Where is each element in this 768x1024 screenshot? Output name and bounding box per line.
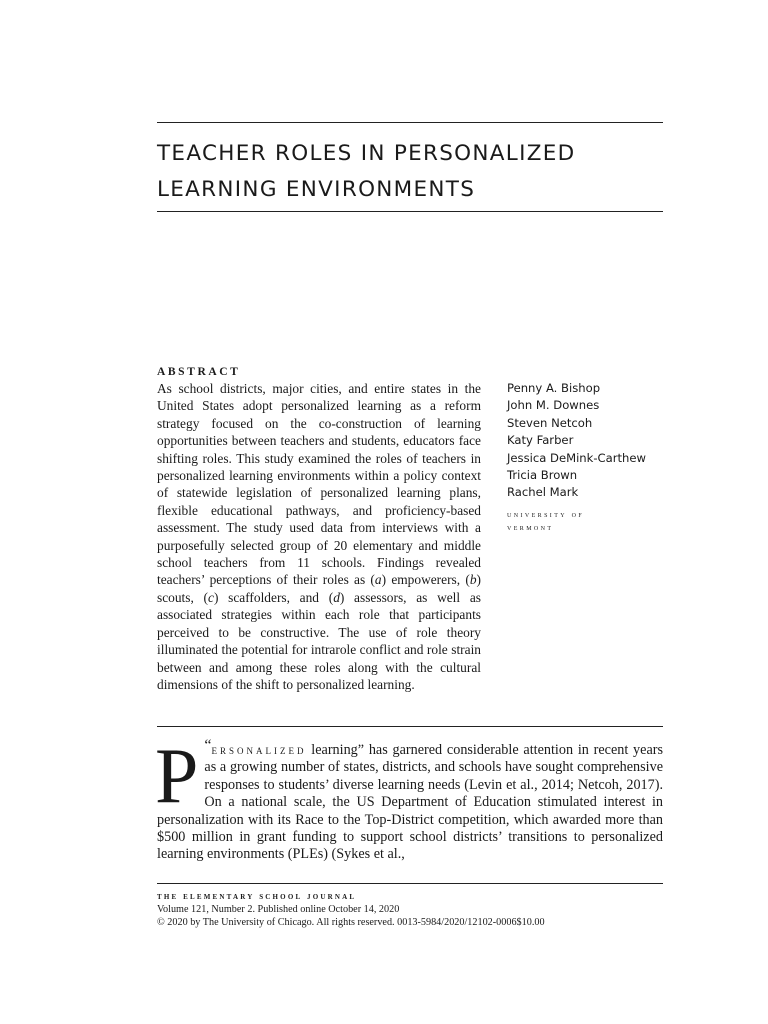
abstract-role-d: d	[333, 589, 340, 605]
author-name: Jessica DeMink-Carthew	[507, 450, 647, 465]
author-name: Penny A. Bishop	[507, 381, 601, 395]
title-line-2: LEARNING ENVIRONMENTS	[157, 177, 476, 202]
abstract-heading: ABSTRACT	[157, 366, 241, 378]
journal-name: the elementary school journal	[157, 891, 357, 902]
body-text: learning” has garnered considerable attention in recent years as a growing number of states, districts, and schools have sought comprehensive responses to students’ diverse learning needs (Levin et al., 2014; Netcoh, 2017). On a national scale, the US Department of Education stimulated interest in personalization with its Race to the Top-District competition, which awarded more than $500 million in grant funding to support school districts’ transitions to personalized learning environments (PLEs) (Sykes et al.,	[157, 742, 663, 863]
author-name: Katy Farber	[507, 433, 574, 448]
author-name: John M. Downes	[507, 398, 600, 413]
top-rule	[157, 122, 663, 123]
author-list	[507, 380, 667, 502]
volume-line: Volume 121, Number 2. Published online October 14, 2020	[157, 903, 400, 915]
author-name: Steven Netcoh	[507, 415, 593, 430]
abstract-text-part-3: ) scouts, (	[157, 572, 481, 605]
title-line-1: TEACHER ROLES IN PERSONALIZED	[157, 141, 576, 166]
body-paragraph	[155, 732, 663, 864]
abstract-text-part-4: ) scaffolders, and (	[213, 589, 334, 605]
affiliation-line-1: university of	[507, 509, 585, 519]
lead-in-small-caps: ersonalized	[211, 742, 307, 757]
opening-quote: “	[204, 737, 212, 754]
author-affiliation	[507, 508, 647, 534]
abstract-role-c: c	[208, 589, 214, 605]
abstract-role-a: a	[374, 572, 382, 588]
author-name: Rachel Mark	[507, 485, 579, 500]
abstract-role-b: b	[469, 572, 477, 588]
abstract-text	[157, 380, 481, 693]
abstract-bottom-rule	[157, 726, 663, 727]
footer	[157, 891, 663, 929]
abstract-text-part-5: ) assessors, as well as associated strategies within each role that participants perceived to be constructive. The use of role theory illuminated the potential for intrarole conflict and role strain between and among these roles along with the cultural dimensions of the shift to personalized learning.	[157, 589, 481, 692]
title-bottom-rule	[157, 211, 663, 212]
abstract-text-part-2: ) empowerers, (	[381, 572, 470, 588]
affiliation-line-2: vermont	[507, 522, 554, 532]
author-name: Tricia Brown	[507, 468, 578, 483]
abstract-text-part-1: As school districts, major cities, and entire states in the United States adopt personalized learning as a reform strategy focused on the co-construction of learning opportunities between teachers and students, educators face shifting roles. This study examined the roles of teachers in personalized learning environments within a policy context of statewide legislation of personalized learning plans, flexible educational pathways, and proficiency-based assessment. The study used data from interviews with a purposefully selected group of 20 elementary and middle school teachers from 11 schools. Findings revealed teachers’ perceptions of their roles as (	[157, 381, 481, 588]
footer-rule	[157, 883, 663, 884]
copyright-line: © 2020 by The University of Chicago. All rights reserved. 0013-5984/2020/12102-0006$10.00	[157, 916, 545, 928]
article-title	[157, 136, 677, 208]
drop-cap: P	[155, 732, 199, 819]
